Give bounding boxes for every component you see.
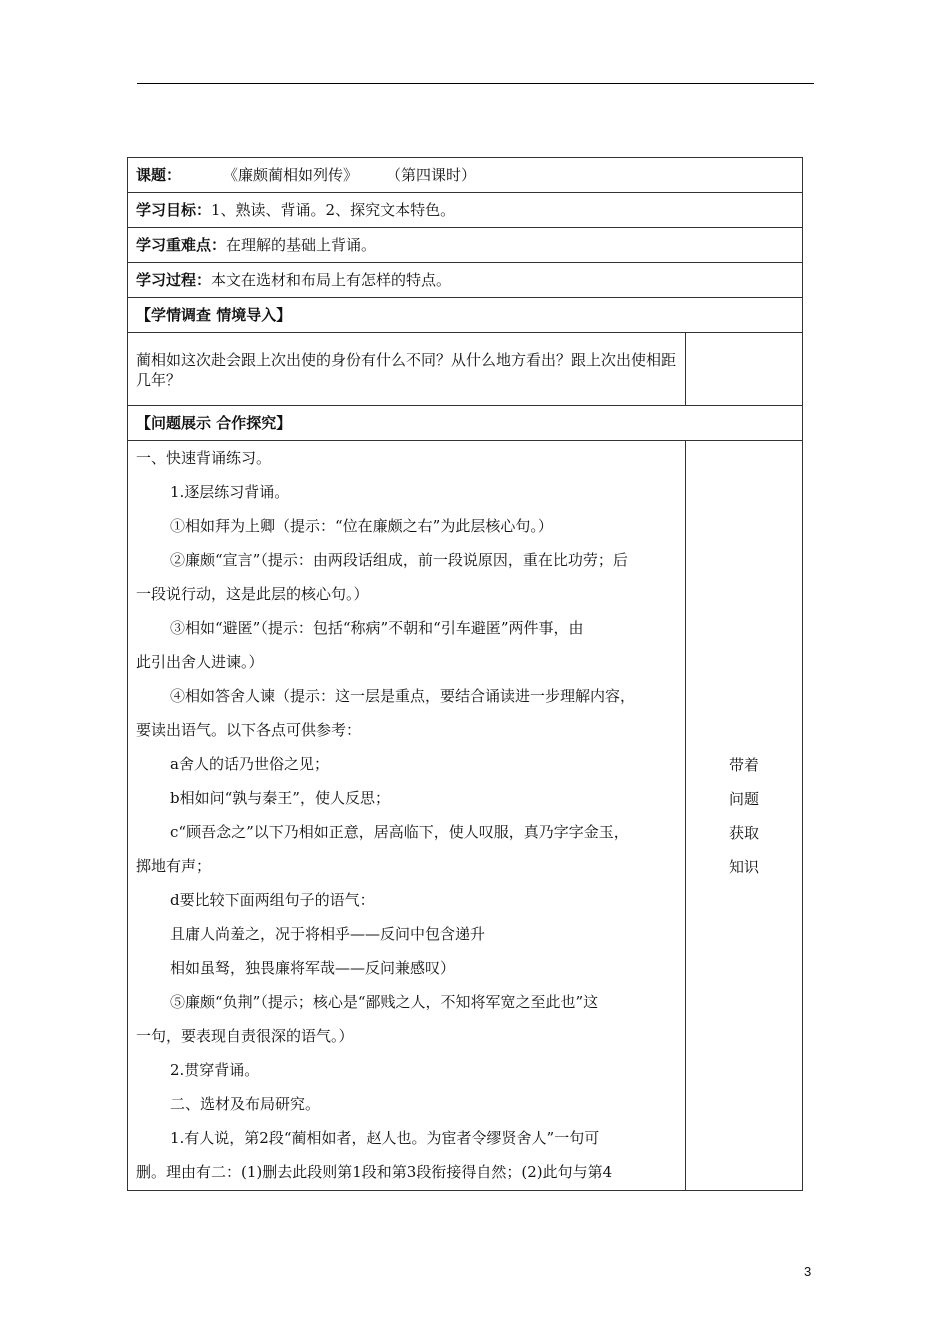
body-line: 一段说行动，这是此层的核心句。） [136, 585, 369, 603]
body-line: 二、选材及布局研究。 [170, 1095, 321, 1113]
section2-heading: 【问题展示 合作探究】 [128, 406, 803, 441]
difficulty-text: 在理解的基础上背诵。 [226, 236, 377, 254]
side-note-line: 知识 [729, 857, 760, 876]
lesson-plan-table [127, 157, 803, 1191]
body-line: 此引出舍人进谏。） [136, 653, 264, 671]
difficulty-label: 学习重难点： [136, 236, 227, 254]
body-line: 1.有人说，第2段“蔺相如者，赵人也。为宦者令缪贤舍人”一句可 [170, 1129, 600, 1147]
body-line: 1.逐层练习背诵。 [170, 483, 290, 501]
topic-period: （第四课时） [386, 166, 477, 184]
section1-question-row [128, 333, 803, 406]
body-line: 要读出语气。以下各点可供参考： [136, 721, 362, 739]
section1-heading-row [128, 298, 803, 333]
section1-side-cell [686, 333, 803, 406]
process-cell [128, 263, 803, 298]
goal-text: 1、熟读、背诵。2、探究文本特色。 [211, 201, 456, 219]
topic-cell [128, 158, 803, 193]
process-text: 本文在选材和布局上有怎样的特点。 [211, 271, 452, 289]
section2-heading-row [128, 406, 803, 441]
body-line: 相如虽驽，独畏廉将军哉——反问兼感叹） [170, 959, 456, 977]
body-line: d要比较下面两组句子的语气： [170, 891, 375, 909]
body-line: ②廉颇“宣言”（提示：由两段话组成，前一段说原因，重在比功劳；后 [170, 551, 628, 569]
page-number: 3 [804, 1264, 812, 1279]
header-rule [137, 83, 814, 84]
topic-title: 《廉颇蔺相如列传》 [223, 166, 359, 184]
side-note-line: 带着 [729, 755, 760, 774]
body-line: ④相如答舍人谏（提示：这一层是重点，要结合诵读进一步理解内容， [170, 687, 636, 705]
process-label: 学习过程： [136, 271, 212, 289]
body-line: ③相如“避匿”（提示：包括“称病”不朝和“引车避匿”两件事，由 [170, 619, 584, 637]
body-line: 掷地有声； [136, 857, 212, 875]
side-note-line: 问题 [729, 789, 760, 808]
section2-lines [136, 441, 679, 1185]
topic-label: 课题： [136, 166, 182, 184]
process-row [128, 263, 803, 298]
body-line: 一句，要表现自责很深的语气。） [136, 1027, 354, 1045]
section1-question: 蔺相如这次赴会跟上次出使的身份有什么不同？从什么地方看出？跟上次出使相距几年？ [128, 333, 686, 406]
body-line: 2.贯穿背诵。 [170, 1061, 260, 1079]
section2-main-cell [128, 441, 686, 1191]
body-line: b相如问“孰与秦王”，使人反思； [170, 789, 390, 807]
section2-body-row [128, 441, 803, 1191]
body-line: 且庸人尚羞之，况于将相乎——反问中包含递升 [170, 925, 486, 943]
section2-side-cell [686, 441, 803, 1191]
body-line: c“顾吾念之”以下乃相如正意，居高临下，使人叹服，真乃字字金玉， [170, 823, 629, 841]
goal-row [128, 193, 803, 228]
body-line: a舍人的话乃世俗之见； [170, 755, 329, 773]
body-line: ①相如拜为上卿（提示：“位在廉颇之右”为此层核心句。） [170, 517, 553, 535]
section1-heading: 【学情调查 情境导入】 [128, 298, 803, 333]
difficulty-cell [128, 228, 803, 263]
goal-cell [128, 193, 803, 228]
topic-row [128, 158, 803, 193]
body-line: 删。理由有二：(1)删去此段则第1段和第3段衔接得自然；(2)此句与第4 [136, 1163, 613, 1181]
difficulty-row [128, 228, 803, 263]
side-note-line: 获取 [729, 823, 760, 842]
body-line: ⑤廉颇“负荆”（提示；核心是“鄙贱之人，不知将军宽之至此也”这 [170, 993, 599, 1011]
body-line: 一、快速背诵练习。 [136, 449, 272, 467]
goal-label: 学习目标： [136, 201, 212, 219]
side-note [694, 748, 794, 884]
